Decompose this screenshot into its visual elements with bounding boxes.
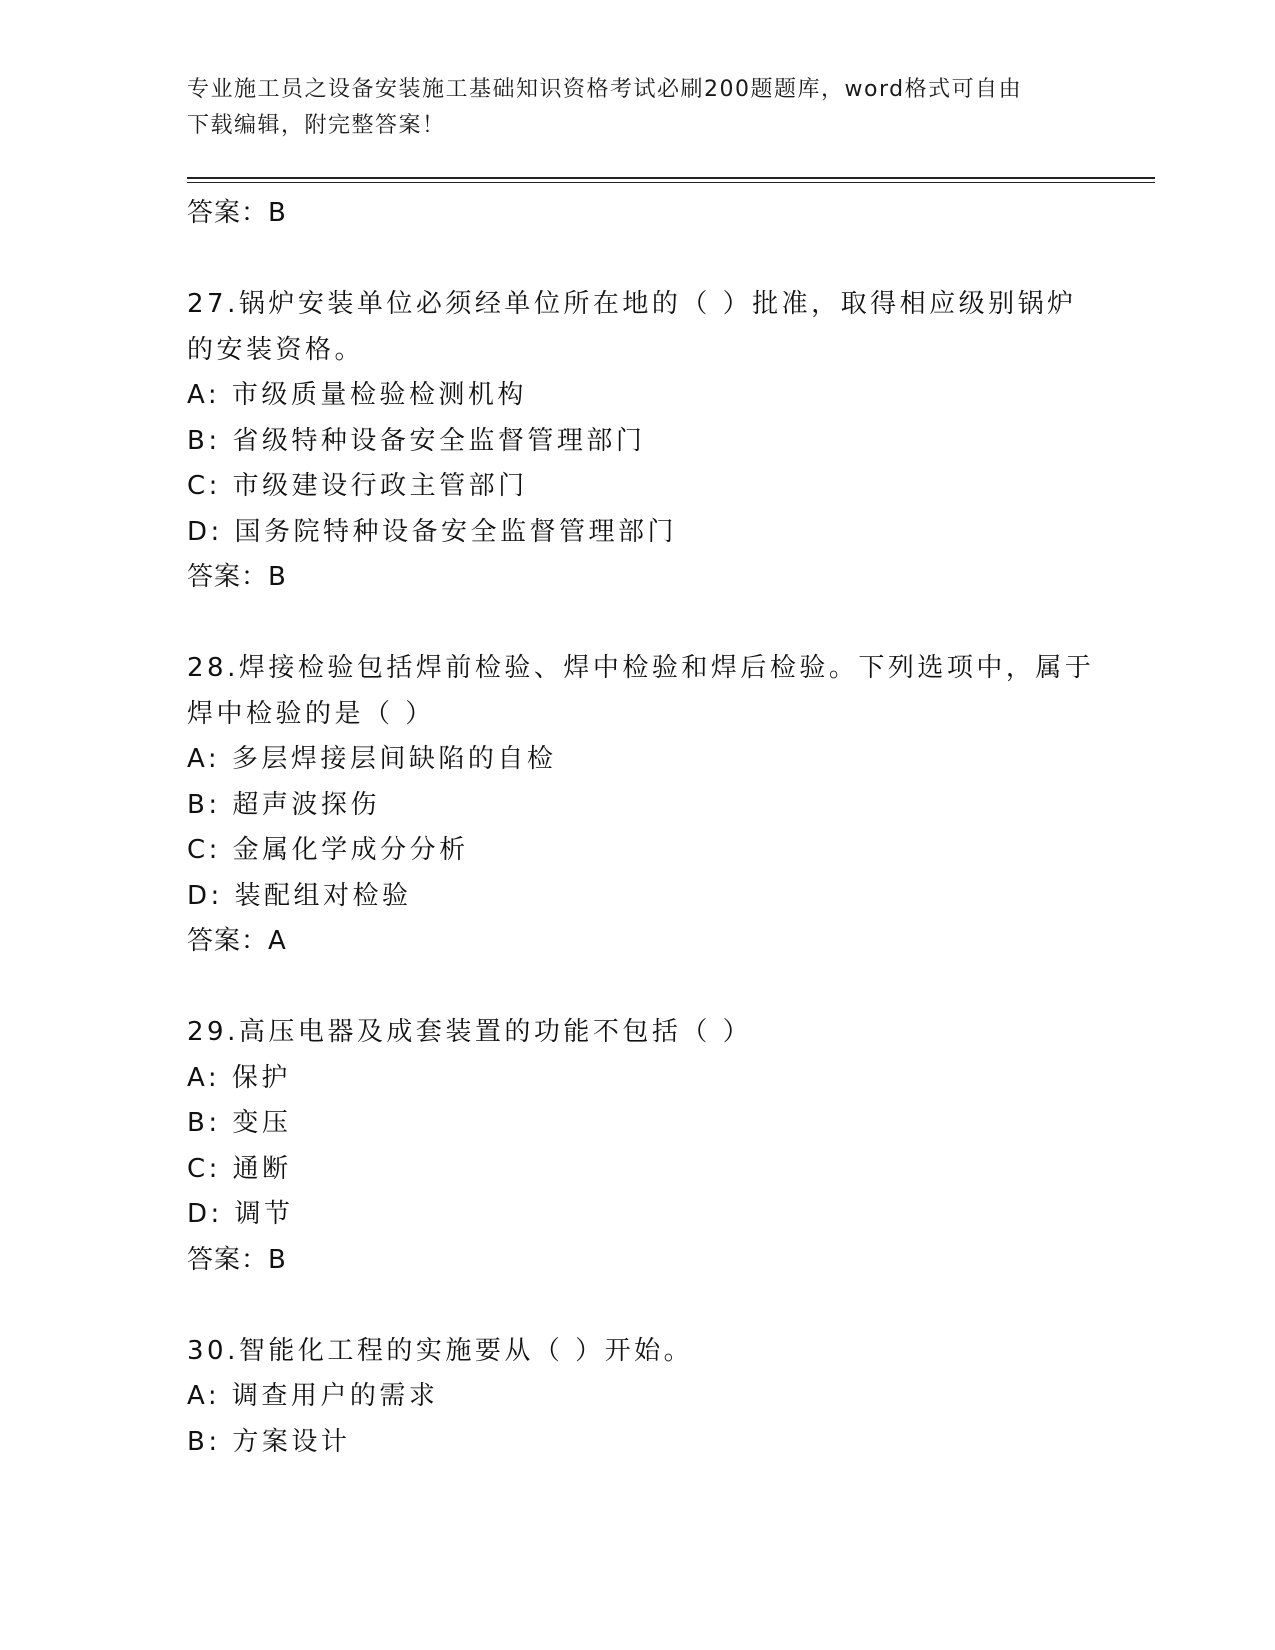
option-a: A: 保护	[187, 1062, 291, 1093]
option-d: D: 国务院特种设备安全监督管理部门	[187, 516, 678, 547]
option-d: D: 装配组对检验	[187, 880, 412, 911]
question-28	[187, 646, 1095, 965]
question-stem: 28.焊接检验包括焊前检验、焊中检验和焊后检验。下列选项中，属于	[187, 653, 1095, 683]
document-header	[187, 72, 1067, 144]
option-c: C: 市级建设行政主管部门	[187, 471, 528, 501]
option-a: A: 市级质量检验检测机构	[187, 380, 527, 410]
answer-text: 答案：A	[187, 926, 287, 956]
spacer	[187, 965, 1087, 1011]
question-stem: 27.锅炉安装单位必须经单位所在地的（ ）批准，取得相应级别锅炉	[187, 289, 1077, 319]
question-stem-continued: 焊中检验的是（ ）	[187, 698, 435, 729]
previous-answer: 答案：B	[187, 198, 287, 228]
question-27	[187, 282, 1087, 601]
option-c: C: 金属化学成分分析	[187, 835, 469, 865]
option-b: B: 变压	[187, 1108, 292, 1138]
option-a: A: 调查用户的需求	[187, 1381, 439, 1411]
header-line-2: 下载编辑，附完整答案！	[187, 113, 446, 138]
question-stem-continued: 的安装资格。	[187, 334, 365, 365]
option-a: A: 多层焊接层间缺陷的自检	[187, 744, 557, 774]
spacer	[187, 237, 1087, 283]
option-d: D: 调节	[187, 1199, 294, 1229]
option-b: B: 超声波探伤	[187, 789, 380, 820]
spacer	[187, 601, 1087, 647]
question-list	[187, 191, 1095, 1465]
answer-text: 答案：B	[187, 562, 287, 592]
spacer	[187, 1283, 1087, 1329]
question-30	[187, 1329, 1087, 1466]
question-stem: 30.智能化工程的实施要从（ ）开始。	[187, 1335, 694, 1366]
question-stem: 29.高压电器及成套装置的功能不包括（ ）	[187, 1017, 753, 1047]
question-29	[187, 1010, 1087, 1283]
header-divider-thick	[187, 177, 1155, 179]
header-line-1: 专业施工员之设备安装施工基础知识资格考试必刷200题题库，word格式可自由	[187, 77, 1023, 102]
answer-text: 答案：B	[187, 1244, 287, 1275]
option-c: C: 通断	[187, 1153, 292, 1184]
header-divider-thin	[187, 182, 1155, 183]
option-b: B: 省级特种设备安全监督管理部门	[187, 425, 646, 456]
option-b: B: 方案设计	[187, 1426, 351, 1457]
